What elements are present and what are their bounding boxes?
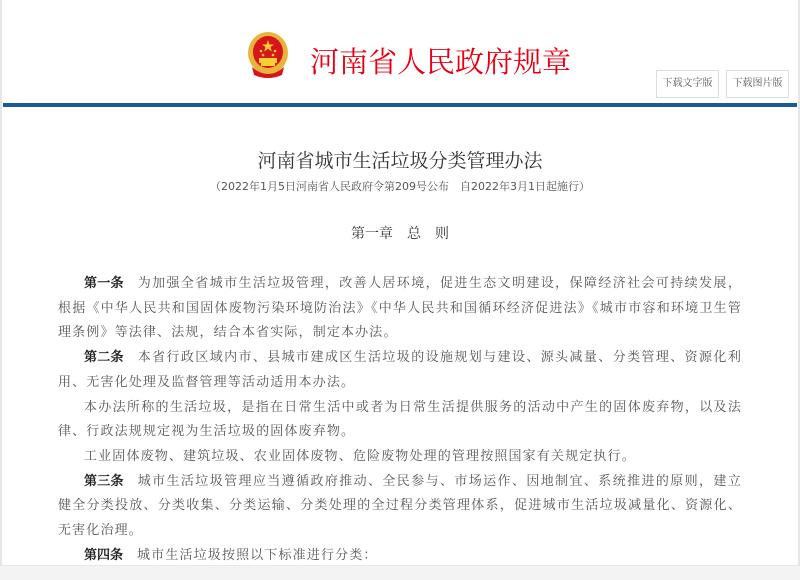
paragraph-text: 城市生活垃圾管理应当遵循政府推动、全民参与、市场运作、因地制宜、系统推进的原则，建立健全分类投放、分类收集、分类运输、分类处理的全过程分类管理体系，促进城市生活垃圾减量化、资源化、无害化治理。	[58, 473, 742, 539]
paragraph-text: 本省行政区域内市、县城市建成区生活垃圾的设施规划与建设、源头减量、分类管理、资源化利用、无害化处理及监督管理等活动适用本办法。	[58, 350, 742, 390]
article-number: 第四条	[84, 547, 124, 563]
header-divider	[3, 103, 797, 107]
paragraph-text: 为加强全省城市生活垃圾管理，改善人居环境，促进生态文明建设，保障经济社会可持续发展，根据《中华人民共和国固体废物污染环境防治法》《中华人民共和国循环经济促进法》《城市市容和环境卫生管理条例》等法律、法规，结合本省实际，制定本办法。	[58, 276, 742, 341]
download-image-version-button[interactable]: 下载图片版	[726, 70, 789, 98]
chapter-heading: 第一章 总 则	[351, 226, 449, 242]
paragraph	[58, 272, 742, 346]
article-number: 第三条	[84, 473, 124, 489]
paragraph-text: 城市生活垃圾按照以下标准进行分类：	[137, 547, 378, 563]
paragraph	[58, 445, 742, 470]
download-text-version-button[interactable]: 下载文字版	[656, 70, 719, 98]
bottom-bar	[0, 565, 800, 580]
document-body	[58, 272, 742, 568]
site-header	[0, 0, 800, 104]
paragraph	[58, 346, 742, 395]
document-subtitle: （2022年1月5日河南省人民政府令第209号公布 自2022年3月1日起施行）	[210, 180, 590, 193]
paragraph-text: 本办法所称的生活垃圾，是指在日常生活中或者为日常生活提供服务的活动中产生的固体废弃物，以及法律、行政法规规定视为生活垃圾的固体废弃物。	[58, 399, 742, 440]
article-number: 第一条	[84, 276, 124, 291]
paragraph	[58, 470, 742, 544]
site-title: 河南省人民政府规章	[310, 45, 572, 79]
paragraph-text: 工业固体废物、建筑垃圾、农业固体废物、危险废物处理的管理按照国家有关规定执行。	[84, 448, 636, 464]
article-number: 第二条	[84, 350, 124, 366]
national-emblem-icon	[246, 31, 290, 79]
document-title: 河南省城市生活垃圾分类管理办法	[257, 150, 543, 172]
paragraph	[58, 396, 742, 445]
